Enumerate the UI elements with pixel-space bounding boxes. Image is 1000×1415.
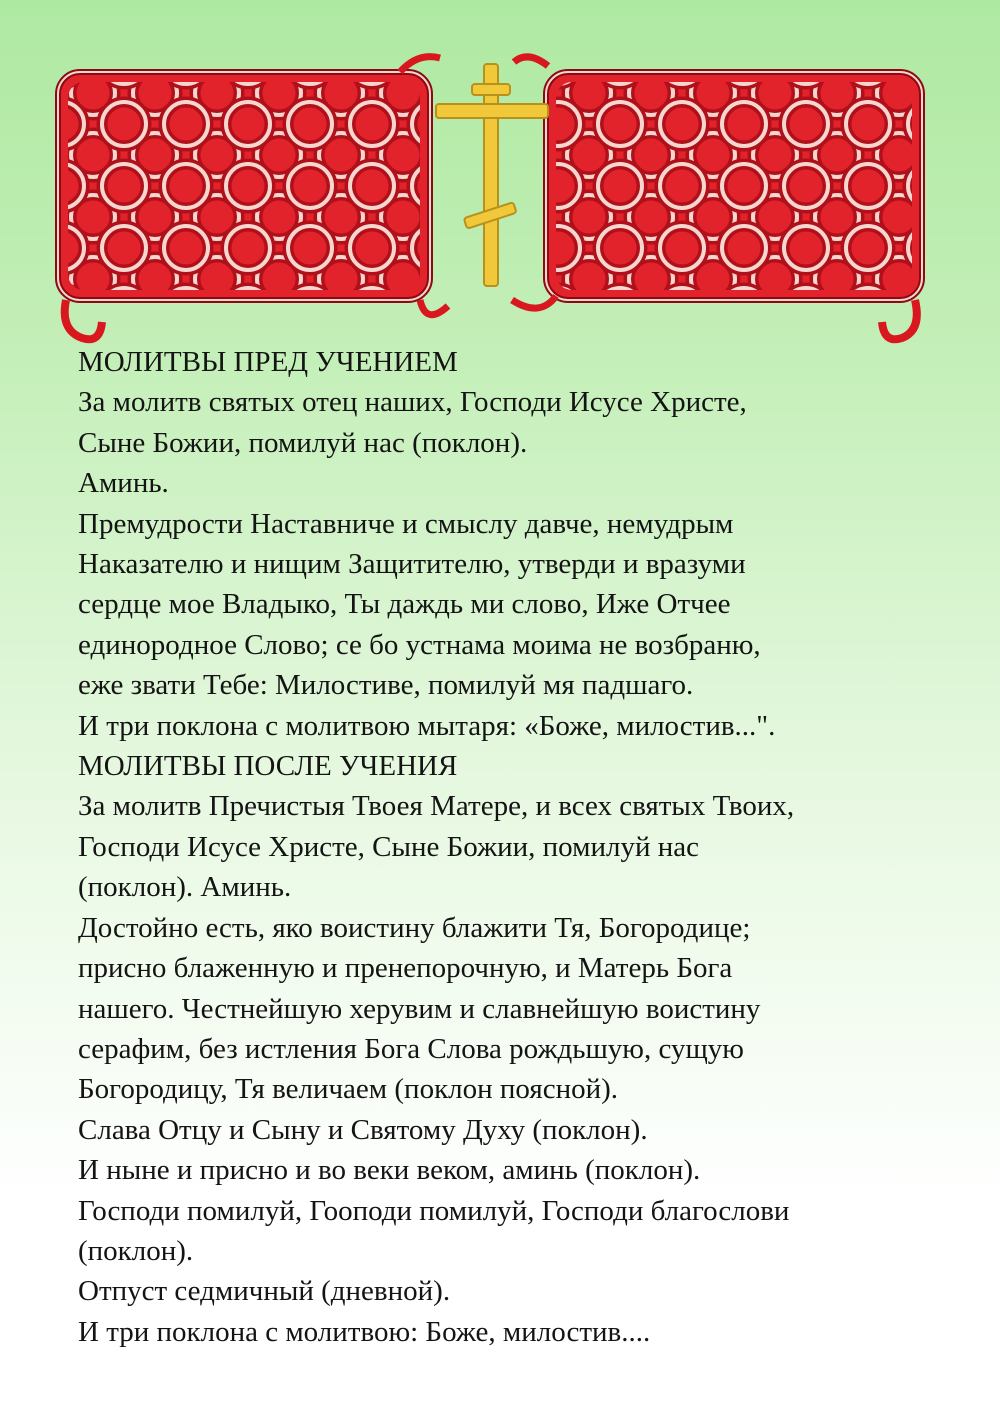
heading-after-study: МОЛИТВЫ ПОСЛЕ УЧЕНИЯ [78,750,458,783]
text-line: Слава Отцу и Сыну и Святому Духу (поклон). [78,1113,648,1146]
text-line: серафим, без истления Бога Слова рождьшую, сущую [78,1032,744,1065]
orthodox-cross-icon [436,64,548,286]
text-line: Достойно есть, яко воистину блажити Тя, Богородице; [78,911,751,944]
text-line: Богородицу, Тя величаем (поклон поясной). [78,1073,619,1106]
text-line: Премудрости Наставниче и смыслу давче, немудрым [78,507,734,540]
text-line: (поклон). Аминь. [78,871,292,904]
prayer-text [78,342,978,1352]
left-knotwork [58,57,448,340]
text-line: нашего. Честнейшую херувим и славнейшую воистину [78,992,761,1025]
text-line: И ныне и присно и во веки веком, аминь (поклон). [78,1154,701,1187]
text-line: Отпуст седмичный (дневной). [78,1275,451,1308]
text-line: Наказателю и нищим Защитителю, утверди и вразуми [78,548,746,581]
header-ornament [0,0,1000,350]
text-line: Аминь. [78,467,169,500]
text-line: За молитв святых отец наших, Господи Исусе Христе, [78,386,747,419]
text-line: За молитв Пречистыя Твоея Матере, и всех святых Твоих, [78,790,795,823]
text-line: единородное Слово; се бо устнама моима не возбраню, [78,628,761,661]
heading-before-study: МОЛИТВЫ ПРЕД УЧЕНИЕМ [78,346,458,378]
text-line: И три поклона с молитвою мытаря: «Боже, милостив...". [78,709,776,742]
text-line: (поклон). [78,1234,194,1267]
text-line: присно блаженную и пренепорочную, и Матерь Бога [78,952,733,985]
text-line: И три поклона с молитвою: Боже, милостив.... [78,1315,651,1348]
text-line: Господи Исусе Христе, Сыне Божии, помилуй нас [78,830,699,863]
text-line: Сыне Божии, помилуй нас (поклон). [78,426,528,459]
text-line: Господи помилуй, Гооподи помилуй, Господи благослови [78,1194,790,1227]
right-knotwork [512,57,922,339]
text-line: еже звати Тебе: Милостиве, помилуй мя падшаго. [78,669,694,702]
text-line: сердце мое Владыко, Ты даждь ми слово, Иже Отчее [78,588,731,621]
